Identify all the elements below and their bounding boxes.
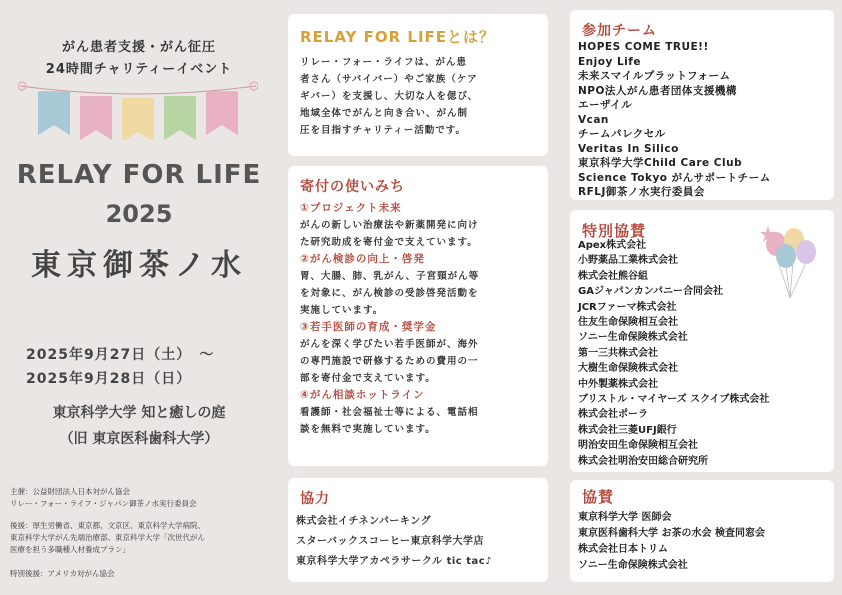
team-item: RFLJ御茶ノ水実行委員会	[578, 186, 705, 198]
venue-former-name: （旧 東京医科歯科大学）	[59, 431, 219, 447]
organizer-block	[10, 486, 272, 510]
donation-title: 寄付の使いみち	[300, 179, 405, 195]
donation-section-line: の専門施設で研修するための費用の一	[300, 356, 479, 367]
cooperation-item: 株式会社イチネンパーキング	[296, 516, 432, 527]
sponsor-item: 東京科学大学 医師会	[578, 512, 672, 523]
sponsor-item: ソニー生命保険株式会社	[578, 560, 688, 571]
special-sponsors-list	[578, 238, 832, 469]
tagline-1: がん患者支援・がん征圧	[61, 40, 216, 55]
donation-section-line: がんを深く学びたい若手医師が、海外	[300, 339, 479, 350]
title-relay-for-life: RELAY FOR LIFE	[16, 160, 262, 190]
organizer-line: 主催：公益財団法人日本対がん協会	[10, 487, 130, 496]
team-item: Veritas In Silico	[578, 142, 679, 155]
special-sponsor-item: ブリストル・マイヤーズ スクイブ株式会社	[578, 394, 770, 406]
about-line: 者さん（サバイバー）やご家族（ケア	[300, 74, 478, 85]
bunting-flag	[38, 91, 70, 135]
support-block	[10, 520, 272, 556]
sponsor-item: 東京医科歯科大学 お茶の水会 検査同窓会	[578, 528, 765, 539]
special-support: 特別後援：アメリカ対がん協会	[10, 569, 115, 578]
teams-list	[578, 40, 830, 200]
special-sponsor-item: JCRファーマ株式会社	[578, 301, 677, 313]
sponsor-item: 株式会社日本トリム	[578, 544, 668, 555]
sponsors-title: 協賛	[582, 488, 615, 506]
team-item: 東京科学大学Child Care Club	[578, 157, 743, 169]
special-sponsor-item: 第一三共株式会社	[578, 347, 658, 359]
donation-section-line: 胃、大腸、肺、乳がん、子宮頸がん等	[300, 271, 480, 282]
donation-section-line: 実施しています。	[300, 305, 384, 316]
team-item: Enjoy Life	[578, 55, 641, 68]
special-sponsor-item: 中外製薬株式会社	[578, 378, 658, 390]
about-title: RELAY FOR LIFEとは？	[300, 28, 496, 46]
donation-section-line: 談を無料で実施しています。	[300, 424, 436, 435]
teams-card	[570, 10, 834, 200]
team-item: NPO法人がん患者団体支援機構	[578, 84, 737, 97]
team-item: チームパレクセル	[578, 128, 666, 140]
bunting-flag	[80, 96, 112, 140]
sponsors-list	[578, 510, 832, 574]
about-line: リレー・フォー・ライフは、がん患	[300, 57, 467, 68]
cooperation-list	[296, 512, 546, 572]
special-sponsor-item: 小野薬品工業株式会社	[578, 255, 678, 267]
team-item: Vcan	[578, 113, 609, 126]
about-line: 圧を目指すチャリティー活動です。	[300, 125, 467, 136]
special-sponsor-item: ソニー生命保険株式会社	[578, 332, 688, 344]
team-item: エーザイル	[578, 99, 633, 111]
special-sponsor-item: 株式会社熊谷組	[578, 270, 648, 282]
special-sponsor-item: 明治安田生命保険相互会社	[578, 440, 698, 452]
special-sponsor-item: 大樹生命保険株式会社	[578, 363, 678, 375]
title-location: 東京御茶ノ水	[31, 248, 247, 283]
donation-card	[288, 166, 548, 466]
cooperation-item: 東京科学大学アカペラサークル tic tac♪	[296, 556, 493, 567]
event-date-start: 2025年9月27日（土） 〜	[26, 347, 215, 363]
donation-section-heading: ②がん検診の向上・啓発	[300, 253, 425, 265]
bunting-flag	[164, 96, 196, 140]
about-line: ギバー）を支援し、大切な人を偲び、	[300, 91, 479, 102]
donation-section-line: 部を寄付金で支えています。	[300, 373, 436, 384]
donation-sections	[300, 200, 544, 438]
special-sponsor-item: Apex株式会社	[578, 240, 647, 251]
special-sponsors-card	[570, 210, 834, 472]
bunting-flags	[18, 80, 258, 140]
bunting-flag	[206, 91, 238, 135]
donation-section-line: 看護師・社会福祉士等による、電話相	[300, 407, 479, 418]
donation-section-line: がんの新しい治療法や新薬開発に向け	[300, 220, 479, 231]
bunting-flag	[122, 98, 154, 140]
about-text	[300, 54, 540, 139]
sponsors-card	[570, 480, 834, 582]
about-line: 地域全体でがんと向き合い、がん制	[300, 108, 469, 119]
donation-section-line: た研究助成を寄付金で支えています。	[300, 237, 478, 248]
donation-section-heading: ①プロジェクト未来	[300, 202, 402, 214]
team-item: HOPES COME TRUE!!	[578, 41, 709, 53]
tagline-2: 24時間チャリティーイベント	[45, 62, 233, 77]
special-sponsor-item: GAジャパンカンパニー合同会社	[578, 286, 724, 298]
cooperation-title: 協力	[300, 491, 330, 507]
team-item: 未来スマイルプラットフォーム	[578, 70, 731, 82]
title-year: 2025	[105, 200, 173, 228]
donation-section-line: を対象に、がん検診の受診啓発活動を	[300, 288, 479, 299]
cooperation-card	[288, 478, 548, 582]
special-sponsor-item: 株式会社明治安田総合研究所	[578, 455, 708, 467]
about-card	[288, 14, 548, 156]
event-date-end: 2025年9月28日（日）	[26, 371, 192, 387]
donation-section-heading: ③若手医師の育成・奨学金	[300, 321, 437, 333]
team-item: Science Tokyo がんサポートチーム	[578, 171, 771, 184]
right-panel	[560, 0, 842, 595]
special-sponsor-item: 住友生命保険相互会社	[578, 317, 678, 329]
special-sponsor-item: 株式会社ポーラ	[578, 409, 648, 421]
cooperation-item: スターバックスコーヒー東京科学大学店	[296, 536, 484, 547]
support-line: 東京科学大学がん先端治療部、東京科学大学「次世代がん	[10, 533, 205, 542]
middle-panel	[278, 0, 560, 595]
special-sponsors-title: 特別協賛	[582, 222, 647, 240]
support-line: 医療を担う多職種人材養成プラン」	[10, 545, 130, 554]
support-line: 後援：厚生労働省、東京都、文京区、東京科学大学病院、	[10, 521, 205, 530]
left-panel	[0, 0, 278, 595]
teams-title: 参加チーム	[582, 23, 657, 39]
organizer-line: リレー・フォー・ライフ・ジャパン御茶ノ水実行委員会	[10, 499, 197, 508]
special-sponsor-item: 株式会社三菱UFJ銀行	[578, 424, 677, 436]
donation-section-heading: ④がん相談ホットライン	[300, 389, 425, 401]
venue-name: 東京科学大学 知と癒しの庭	[52, 405, 226, 421]
